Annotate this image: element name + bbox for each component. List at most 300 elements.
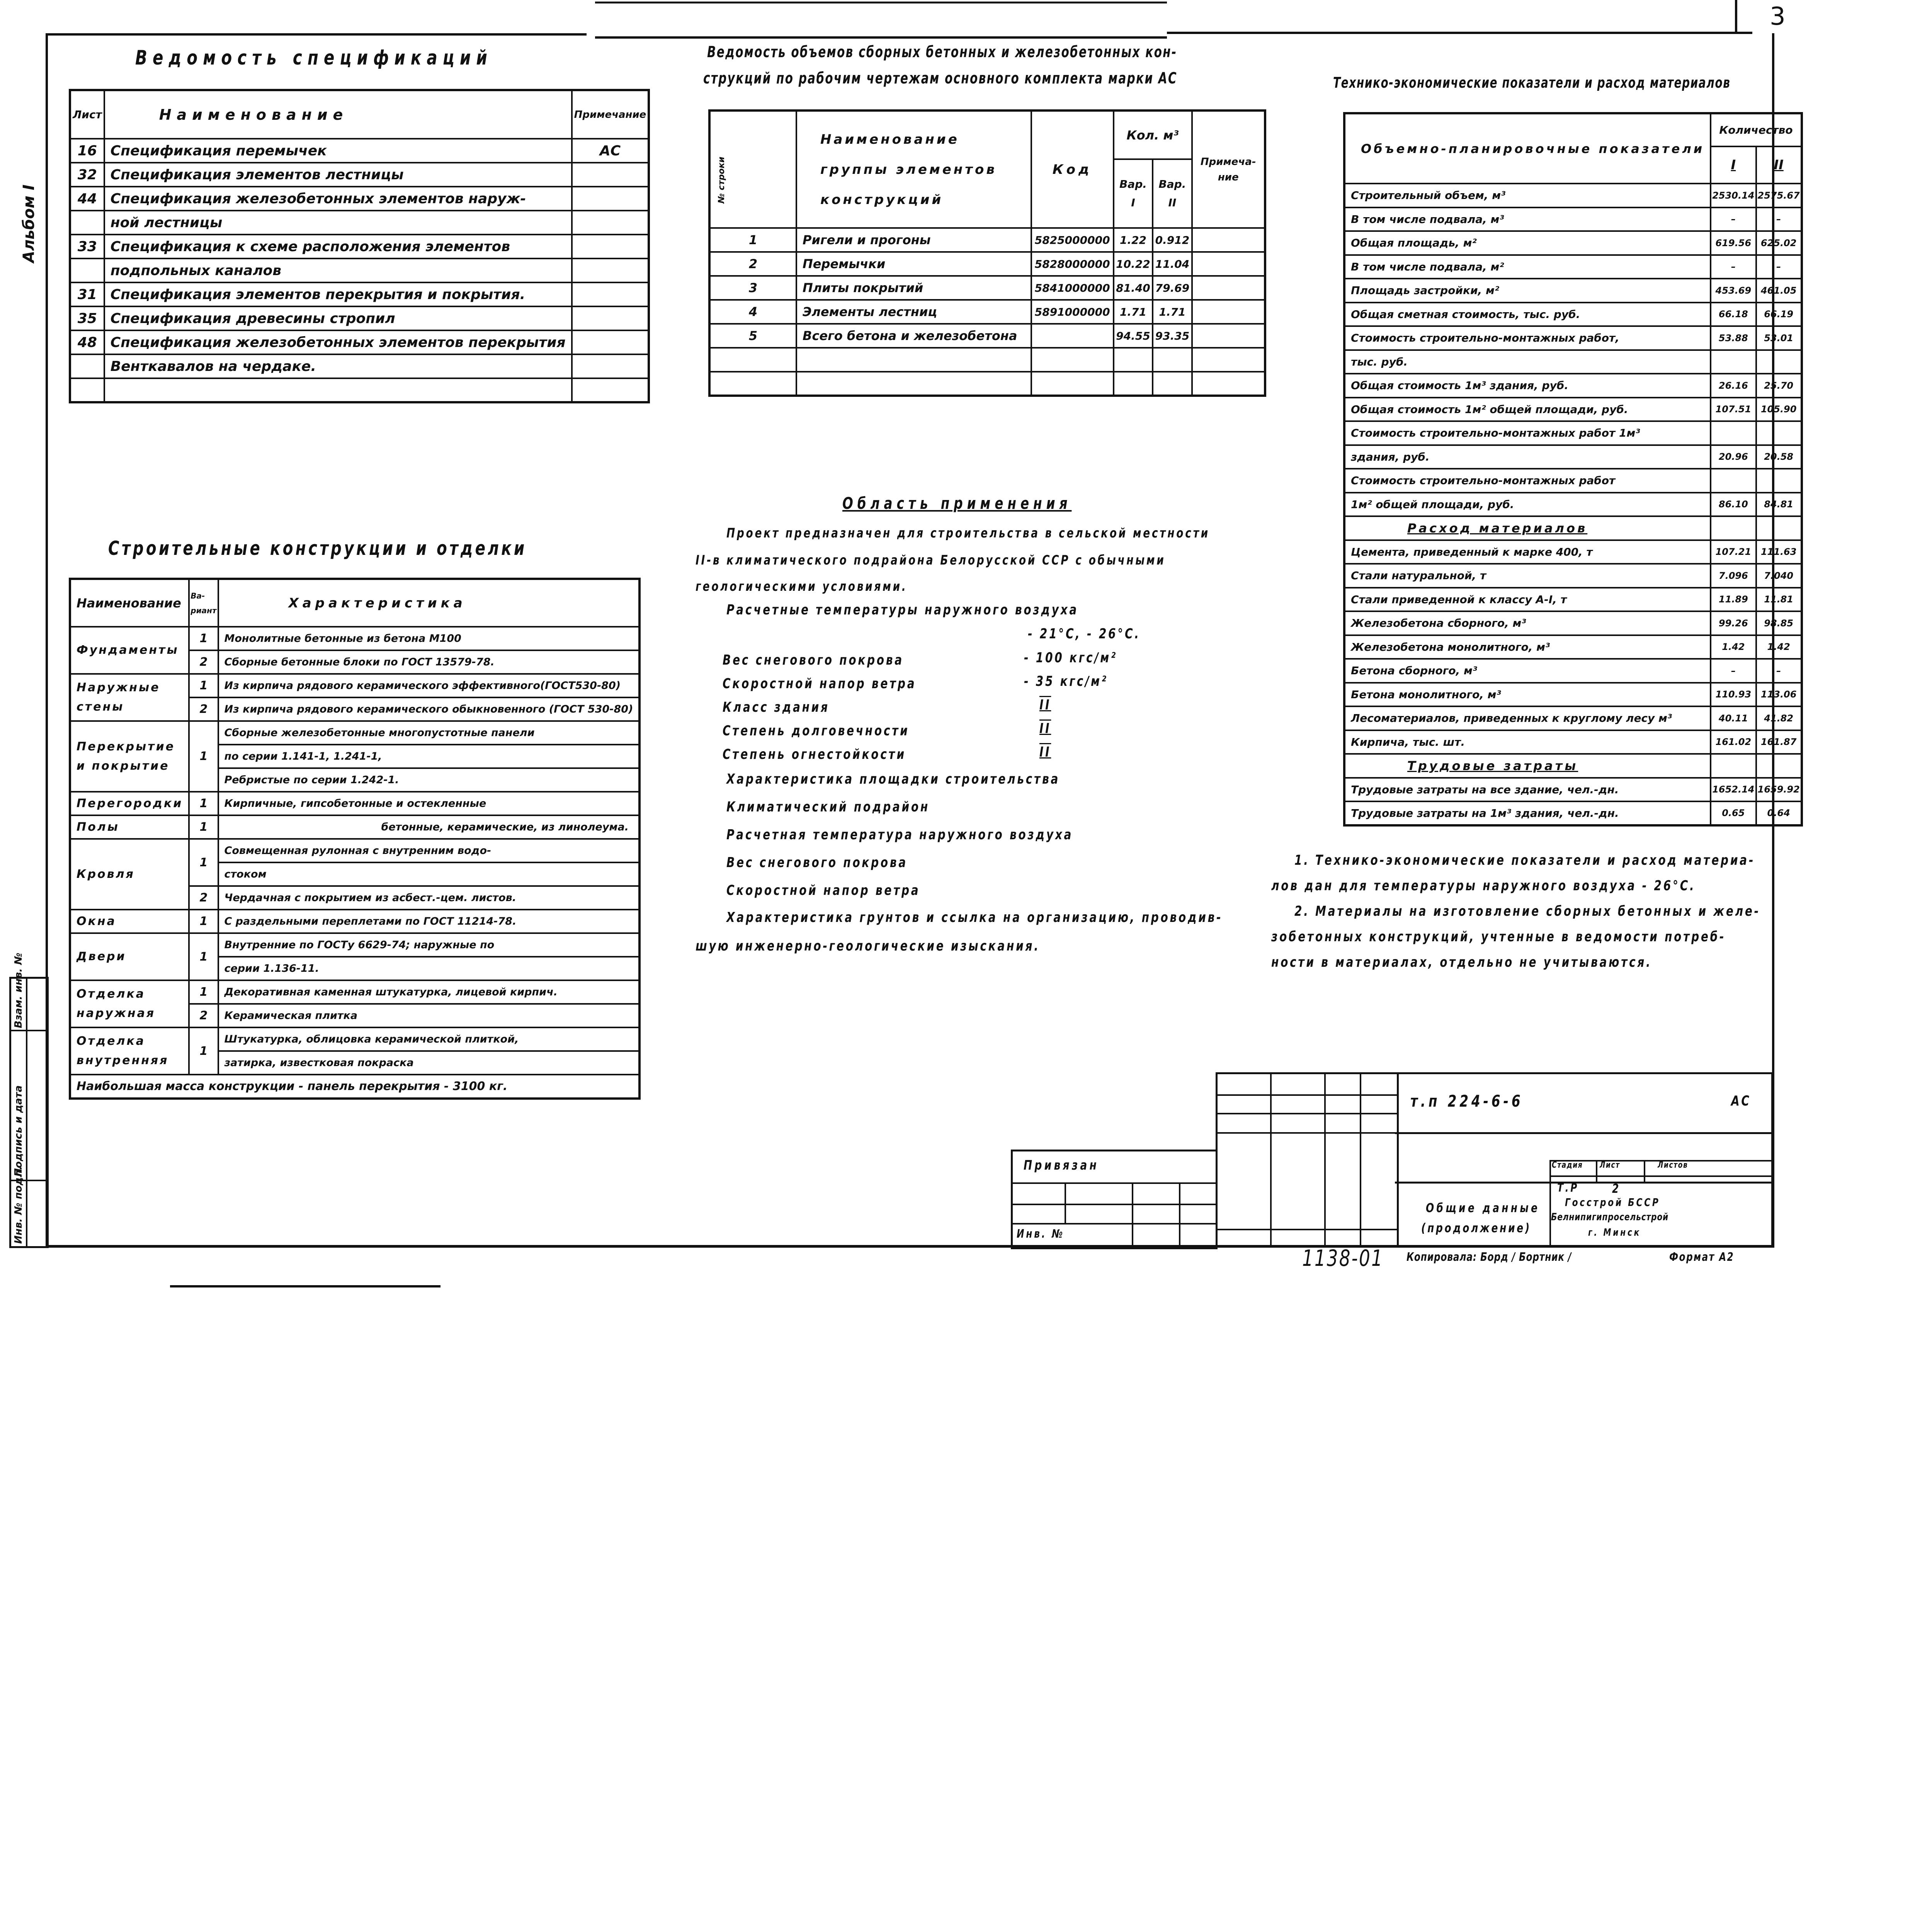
constructions-row [70, 792, 639, 815]
tech-econ-v2: 0.64 [1756, 801, 1802, 825]
stage-value: Т.Р [1557, 1181, 1579, 1195]
tech-econ-header-qty: Количество [1711, 113, 1802, 146]
tech-econ-v2: 625.02 [1756, 231, 1802, 255]
constructions-desc: Сборные железобетонные многопустотные панели [218, 721, 640, 745]
tech-econ-name: В том числе подвала, м² [1344, 255, 1711, 279]
volumes-row-name [796, 372, 1031, 396]
constructions-row [70, 627, 639, 650]
volumes-row-name: Перемычки [796, 252, 1031, 276]
tech-econ-name: Трудовые затраты на все здание, чел.-дн. [1344, 778, 1711, 802]
spec-row [70, 235, 649, 259]
bound-label: Привязан [1024, 1158, 1099, 1173]
volumes-row-v2: 79.69 [1153, 276, 1192, 300]
volumes-header-row-no: № строки [717, 156, 726, 204]
tech-econ-name: Стали приведенной к классу А-I, т [1344, 588, 1711, 612]
constructions-variant: 1 [189, 980, 218, 1004]
spec-sheet: 31 [70, 282, 104, 306]
constructions-desc: затирка, известковая покраска [218, 1051, 640, 1075]
tech-econ-row [1344, 564, 1802, 588]
volumes-row-note [1192, 324, 1265, 348]
constructions-desc: Сборные бетонные блоки по ГОСТ 13579-78. [218, 650, 640, 674]
tech-econ-v1: 66.18 [1711, 303, 1756, 327]
tech-econ-name: В том числе подвала, м³ [1344, 207, 1711, 231]
tech-econ-row [1344, 207, 1802, 231]
constructions-desc: серии 1.136-11. [218, 957, 640, 980]
scope-param-value: II [1039, 697, 1051, 713]
tech-econ-v1: 0.65 [1711, 801, 1756, 825]
spec-row [70, 378, 649, 402]
spec-note [572, 235, 649, 259]
volumes-row-code [1031, 348, 1114, 372]
spec-header-name: Наименование [104, 90, 572, 139]
stage-header: Стадия [1552, 1160, 1583, 1170]
spec-sheet: 33 [70, 235, 104, 259]
title-block [1009, 1072, 1774, 1246]
constructions-row [70, 933, 639, 957]
tech-econ-header-name: Объемно-планировочные показатели [1344, 113, 1711, 184]
tech-econ-name: Трудовые затраты [1344, 754, 1711, 778]
spec-sheet: 35 [70, 306, 104, 330]
tech-econ-v1 [1711, 350, 1756, 374]
frame-top-left [46, 33, 587, 36]
tech-econ-table [1343, 112, 1803, 827]
spec-row [70, 139, 649, 163]
tech-econ-row [1344, 801, 1802, 825]
tech-econ-v1 [1711, 421, 1756, 445]
scope-paragraph-line: II-в климатического подрайона Белорусской ССР с обычными [696, 553, 1166, 568]
constructions-desc: Штукатурка, облицовка керамической плиткой, [218, 1027, 640, 1051]
constructions-variant: 2 [189, 697, 218, 721]
spec-sheet [70, 259, 104, 282]
spec-note [572, 163, 649, 187]
tech-econ-row [1344, 374, 1802, 398]
tech-econ-v1: 110.93 [1711, 683, 1756, 707]
tech-econ-v2: 53.01 [1756, 326, 1802, 350]
tech-econ-v1: 20.96 [1711, 445, 1756, 469]
spec-name: Спецификация древесины стропил [104, 306, 572, 330]
spec-sheet [70, 211, 104, 235]
spec-header-sheet: Лист [70, 90, 104, 139]
project-code: т.п 224-6-6 [1410, 1092, 1524, 1111]
tech-econ-v2: 98.85 [1756, 611, 1802, 635]
tech-econ-name: 1м² общей площади, руб. [1344, 493, 1711, 517]
volumes-row-name: Всего бетона и железобетона [796, 324, 1031, 348]
note-line: 1. Технико-экономические показатели и расход материа- [1294, 852, 1755, 868]
volumes-row [709, 300, 1265, 324]
bottom-code: 1138-01 [1302, 1245, 1384, 1271]
tech-econ-name: Железобетона сборного, м³ [1344, 611, 1711, 635]
constructions-group-name: Кровля [70, 839, 189, 910]
tech-econ-v1: 11.89 [1711, 588, 1756, 612]
volumes-header-var2: Вар. II [1153, 159, 1192, 228]
tech-econ-name: Общая площадь, м² [1344, 231, 1711, 255]
constructions-desc: по серии 1.141-1, 1.241-1, [218, 745, 640, 768]
tech-econ-name: здания, руб. [1344, 445, 1711, 469]
spec-row [70, 354, 649, 378]
tech-econ-name: Стоимость строительно-монтажных работ [1344, 469, 1711, 493]
tech-econ-name: Железобетона монолитного, м³ [1344, 635, 1711, 659]
copied-by: Копировала: Борд / Бортник / [1406, 1250, 1572, 1264]
volumes-row [709, 228, 1265, 252]
spec-row [70, 259, 649, 282]
tech-econ-name: Стоимость строительно-монтажных работ, [1344, 326, 1711, 350]
scope-param-label: Скоростной напор ветра [723, 676, 917, 692]
tech-econ-v2: 84.81 [1756, 493, 1802, 517]
spec-sheet: 48 [70, 330, 104, 354]
tech-econ-v2: 461.05 [1756, 279, 1802, 303]
margin-stamp [9, 952, 49, 1248]
volumes-row-v1: 81.40 [1114, 276, 1153, 300]
volumes-header-note: Примеча-ние [1192, 111, 1265, 228]
volumes-row-v2: 11.04 [1153, 252, 1192, 276]
constructions-desc: Кирпичные, гипсобетонные и остекленные [218, 792, 640, 815]
constructions-row [70, 980, 639, 1004]
tech-econ-v1: 7.096 [1711, 564, 1756, 588]
constructions-row [70, 1027, 639, 1051]
tech-econ-v1: 2530.14 [1711, 184, 1756, 207]
top-edge-line-1 [595, 2, 1167, 3]
constructions-variant: 1 [189, 839, 218, 886]
constructions-row [70, 721, 639, 745]
sheets-header: Листов [1658, 1160, 1688, 1170]
tech-econ-v1: 161.02 [1711, 730, 1756, 754]
tech-econ-header-v1: I [1711, 146, 1756, 184]
constructions-desc: Ребристые по серии 1.242-1. [218, 768, 640, 792]
tech-econ-v1: 619.56 [1711, 231, 1756, 255]
constructions-row [70, 839, 639, 862]
sheet-title-2: (продолжение) [1421, 1221, 1531, 1235]
constructions-row [70, 674, 639, 697]
spec-sheet: 44 [70, 187, 104, 211]
spec-note: АС [572, 139, 649, 163]
spec-name: Спецификация железобетонных элементов перекрытия [104, 330, 572, 354]
tech-econ-v1: 453.69 [1711, 279, 1756, 303]
volumes-table [708, 109, 1266, 397]
tech-econ-name: Расход материалов [1344, 516, 1711, 540]
org-3: г. Минск [1588, 1227, 1641, 1238]
constructions-variant: 1 [189, 815, 218, 839]
tech-econ-v1: 99.26 [1711, 611, 1756, 635]
spec-note [572, 259, 649, 282]
tech-econ-v2: 25.70 [1756, 374, 1802, 398]
scope-param-label: Степень огнестойкости [723, 747, 906, 762]
constructions-header-desc: Характеристика [218, 579, 640, 627]
tech-econ-v2: 113.06 [1756, 683, 1802, 707]
spec-note [572, 282, 649, 306]
volumes-row [709, 276, 1265, 300]
volumes-row-v1 [1114, 372, 1153, 396]
volumes-row-v2: 1.71 [1153, 300, 1192, 324]
spec-row [70, 330, 649, 354]
volumes-row-v1: 1.71 [1114, 300, 1153, 324]
volumes-row-code [1031, 324, 1114, 348]
volumes-row-code: 5825000000 [1031, 228, 1114, 252]
tech-econ-row [1344, 778, 1802, 802]
tech-econ-v2: 1.42 [1756, 635, 1802, 659]
tech-econ-v1: 107.51 [1711, 398, 1756, 422]
constructions-variant: 2 [189, 1004, 218, 1027]
volumes-row-note [1192, 228, 1265, 252]
volumes-row-v1: 10.22 [1114, 252, 1153, 276]
spec-note [572, 187, 649, 211]
volumes-row [709, 348, 1265, 372]
constructions-variant: 1 [189, 933, 218, 980]
tech-econ-v2 [1756, 516, 1802, 540]
volumes-row-name: Плиты покрытий [796, 276, 1031, 300]
constructions-desc: Декоративная каменная штукатурка, лицевой кирпич. [218, 980, 640, 1004]
spec-row [70, 211, 649, 235]
volumes-row-v1: 1.22 [1114, 228, 1153, 252]
constructions-desc: Внутренние по ГОСТу 6629-74; наружные по [218, 933, 640, 957]
tech-econ-name: тыс. руб. [1344, 350, 1711, 374]
scope-param-label: Вес снегового покрова [723, 652, 904, 668]
tech-econ-v2: 66.19 [1756, 303, 1802, 327]
volumes-row-code [1031, 372, 1114, 396]
constructions-group-name: Фундаменты [70, 627, 189, 674]
volumes-row-no: 2 [709, 252, 796, 276]
tech-econ-v1 [1711, 516, 1756, 540]
spec-sheet [70, 354, 104, 378]
tech-econ-title: Технико-экономические показатели и расход материалов [1333, 74, 1731, 91]
volumes-row-no: 1 [709, 228, 796, 252]
tech-econ-v1: – [1711, 207, 1756, 231]
tech-econ-v1: 1652.14 [1711, 778, 1756, 802]
tech-econ-v2: 2575.67 [1756, 184, 1802, 207]
constructions-variant: 1 [189, 674, 218, 697]
note-line: ности в материалах, отдельно не учитываются. [1271, 954, 1652, 970]
tech-econ-row [1344, 421, 1802, 445]
spec-note [572, 330, 649, 354]
tech-econ-v2: 7.040 [1756, 564, 1802, 588]
tech-econ-row [1344, 540, 1802, 564]
volumes-row-v2 [1153, 348, 1192, 372]
tech-econ-row [1344, 469, 1802, 493]
spec-row [70, 187, 649, 211]
spec-name: Спецификация элементов перекрытия и покрытия. [104, 282, 572, 306]
constructions-desc: Совмещенная рулонная с внутренним водо- [218, 839, 640, 862]
tech-econ-v1 [1711, 469, 1756, 493]
tech-econ-v1: 26.16 [1711, 374, 1756, 398]
scope-site-line: шую инженерно-геологические изыскания. [696, 938, 1040, 954]
tech-econ-v2 [1756, 469, 1802, 493]
tech-econ-v2 [1756, 754, 1802, 778]
tech-econ-row [1344, 326, 1802, 350]
scope-param-value: - 100 кгс/м² [1024, 650, 1117, 666]
volumes-row-code: 5841000000 [1031, 276, 1114, 300]
note-line: лов дан для температуры наружного воздуха - 26°С. [1271, 878, 1696, 894]
scope-param-label: Степень долговечности [723, 723, 910, 739]
volumes-row-no [709, 372, 796, 396]
spec-sheet: 32 [70, 163, 104, 187]
tech-econ-name: Стали натуральной, т [1344, 564, 1711, 588]
constructions-group-name: Перегородки [70, 792, 189, 815]
frame-top-mid [595, 36, 1167, 39]
scope-site-line: Характеристика площадки строительства [726, 771, 1060, 787]
tech-econ-name: Лесоматериалов, приведенных к круглому лесу м³ [1344, 706, 1711, 730]
tech-econ-v2: 41.82 [1756, 706, 1802, 730]
tech-econ-row [1344, 493, 1802, 517]
tech-econ-v2: 11.81 [1756, 588, 1802, 612]
spec-sheet [70, 378, 104, 402]
constructions-desc: С раздельными переплетами по ГОСТ 11214-78. [218, 910, 640, 933]
volumes-row-code: 5891000000 [1031, 300, 1114, 324]
constructions-group-name: Двери [70, 933, 189, 980]
scope-paragraph-line: геологическими условиями. [696, 579, 908, 594]
volumes-row-v2: 93.35 [1153, 324, 1192, 348]
volumes-row-note [1192, 252, 1265, 276]
constructions-desc: Из кирпича рядового керамического эффективного(ГОСТ530-80) [218, 674, 640, 697]
scope-title: Область применения [842, 494, 1072, 513]
spec-name: Венткавалов на чердаке. [104, 354, 572, 378]
volumes-header-name: Наименование группы элементов конструкций [796, 111, 1031, 228]
tech-econ-row [1344, 659, 1802, 683]
volumes-row-no: 5 [709, 324, 796, 348]
spec-note [572, 211, 649, 235]
tech-econ-v2 [1756, 421, 1802, 445]
volumes-row-v1 [1114, 348, 1153, 372]
spec-sheet: 16 [70, 139, 104, 163]
project-mark: АС [1731, 1093, 1751, 1109]
volumes-row-note [1192, 300, 1265, 324]
constructions-header-variant: Ва-риант [189, 579, 218, 627]
tech-econ-row [1344, 279, 1802, 303]
scope-site-line: Климатический подрайон [726, 799, 930, 815]
spec-note [572, 378, 649, 402]
constructions-group-name: Перекрытие и покрытие [70, 721, 189, 792]
volumes-row-note [1192, 276, 1265, 300]
spec-name: ной лестницы [104, 211, 572, 235]
album-label: Альбом I [20, 184, 38, 263]
tech-econ-name: Строительный объем, м³ [1344, 184, 1711, 207]
scope-param-value: II [1039, 721, 1051, 736]
constructions-footer: Наибольшая масса конструкции - панель перекрытия - 3100 кг. [70, 1075, 639, 1099]
tech-econ-name: Кирпича, тыс. шт. [1344, 730, 1711, 754]
spec-list-table [69, 89, 650, 403]
volumes-header-code: Код [1031, 111, 1114, 228]
inv-label: Инв. № [1017, 1227, 1065, 1241]
volumes-row [709, 372, 1265, 396]
scope-param-value: - 35 кгс/м² [1024, 673, 1108, 689]
tech-econ-v1: 53.88 [1711, 326, 1756, 350]
bottom-edge-dash [170, 1285, 440, 1287]
tech-econ-name: Цемента, приведенный к марке 400, т [1344, 540, 1711, 564]
volumes-row-note [1192, 348, 1265, 372]
scope-site-line: Скоростной напор ветра [726, 883, 920, 898]
org-1: Госстрой БССР [1565, 1196, 1660, 1209]
tech-econ-row [1344, 184, 1802, 207]
volumes-row-v2: 0.912 [1153, 228, 1192, 252]
constructions-table [69, 578, 641, 1100]
org-2: Белнипигипросельстрой [1551, 1211, 1669, 1223]
volumes-title-line2: струкций по рабочим чертежам основного комплекта марки АС [703, 70, 1177, 87]
tech-econ-row [1344, 398, 1802, 422]
constructions-variant: 2 [189, 886, 218, 910]
spec-note [572, 306, 649, 330]
spec-name [104, 378, 572, 402]
spec-row [70, 306, 649, 330]
volumes-title-line1: Ведомость объемов сборных бетонных и железобетонных кон- [707, 43, 1177, 61]
constructions-desc: бетонные, керамические, из линолеума. [218, 815, 640, 839]
volumes-row-no: 4 [709, 300, 796, 324]
volumes-row-name [796, 348, 1031, 372]
tech-econ-row [1344, 683, 1802, 707]
constructions-desc: Из кирпича рядового керамического обыкновенного (ГОСТ 530-80) [218, 697, 640, 721]
spec-row [70, 163, 649, 187]
tech-econ-v1: – [1711, 659, 1756, 683]
spec-name: Спецификация железобетонных элементов наруж- [104, 187, 572, 211]
tech-econ-name: Бетона монолитного, м³ [1344, 683, 1711, 707]
constructions-variant: 2 [189, 650, 218, 674]
tech-econ-v2: 1659.92 [1756, 778, 1802, 802]
spec-name: Спецификация к схеме расположения элементов [104, 235, 572, 259]
spec-name: Спецификация элементов лестницы [104, 163, 572, 187]
tech-econ-row [1344, 350, 1802, 374]
tech-econ-row [1344, 730, 1802, 754]
spec-note [572, 354, 649, 378]
constructions-group-name: Отделка внутренняя [70, 1027, 189, 1075]
tech-econ-header-v2: II [1756, 146, 1802, 184]
scope-paragraph-line: Проект предназначен для строительства в сельской местности [726, 526, 1210, 541]
sheet-number: 3 [1770, 2, 1786, 31]
volumes-row-note [1192, 372, 1265, 396]
frame-top-right [1167, 32, 1752, 34]
constructions-variant: 1 [189, 721, 218, 792]
volumes-row [709, 252, 1265, 276]
spec-name: Спецификация перемычек [104, 139, 572, 163]
tech-econ-section [1344, 754, 1802, 778]
scope-param-label: Класс здания [723, 699, 830, 715]
tech-econ-row [1344, 445, 1802, 469]
sheet-header: Лист [1600, 1160, 1620, 1170]
tech-econ-name: Трудовые затраты на 1м³ здания, чел.-дн. [1344, 801, 1711, 825]
scope-temp-value: - 21°С, - 26°С. [1028, 626, 1141, 642]
constructions-group-name: Полы [70, 815, 189, 839]
tech-econ-v1: 107.21 [1711, 540, 1756, 564]
constructions-variant: 1 [189, 627, 218, 650]
volumes-row-name: Ригели и прогоны [796, 228, 1031, 252]
scope-site-line: Характеристика грунтов и ссылка на организацию, проводив- [726, 910, 1223, 925]
tech-econ-row [1344, 255, 1802, 279]
tech-econ-section [1344, 516, 1802, 540]
spec-list-title: Ведомость спецификаций [135, 46, 493, 70]
tech-econ-v2 [1756, 350, 1802, 374]
tech-econ-row [1344, 706, 1802, 730]
tech-econ-v2: 105.90 [1756, 398, 1802, 422]
top-edge-line-2 [1735, 0, 1737, 33]
scope-site-line: Расчетная температура наружного воздуха [726, 827, 1073, 843]
tech-econ-name: Общая стоимость 1м² общей площади, руб. [1344, 398, 1711, 422]
scope-site-line: Вес снегового покрова [726, 855, 908, 871]
constructions-desc: Монолитные бетонные из бетона М100 [218, 627, 640, 650]
tech-econ-v1: 86.10 [1711, 493, 1756, 517]
spec-row [70, 282, 649, 306]
margin-stamp-signature: Подпись и дата [13, 1085, 24, 1177]
constructions-desc: Керамическая плитка [218, 1004, 640, 1027]
sheet-title-1: Общие данные [1426, 1201, 1540, 1215]
volumes-header-var1: Вар. I [1114, 159, 1153, 228]
tech-econ-v2: 161.87 [1756, 730, 1802, 754]
spec-header-note: Примечание [572, 90, 649, 139]
tech-econ-name: Общая сметная стоимость, тыс. руб. [1344, 303, 1711, 327]
volumes-header-qty: Кол. м³ [1114, 111, 1192, 159]
tech-econ-row [1344, 303, 1802, 327]
volumes-row-name: Элементы лестниц [796, 300, 1031, 324]
volumes-row [709, 324, 1265, 348]
volumes-row-code: 5828000000 [1031, 252, 1114, 276]
scope-temp-label: Расчетные температуры наружного воздуха [726, 602, 1079, 618]
constructions-header-name: Наименование [70, 579, 189, 627]
constructions-row [70, 910, 639, 933]
